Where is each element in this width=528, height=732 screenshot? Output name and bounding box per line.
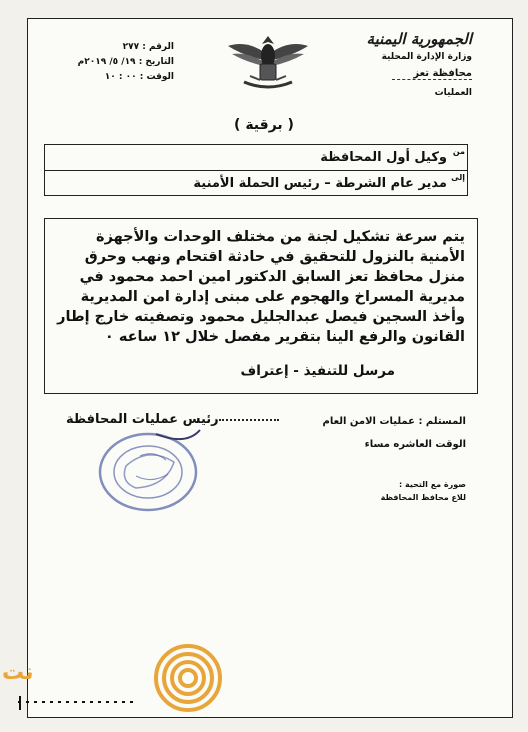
copy-heading: صورة مع التحية : (399, 480, 466, 489)
signature-title-text: رئيس عمليات المحافظة (66, 412, 219, 427)
to-label: إلى (451, 173, 465, 182)
copy-item: للاع محافظ المحافظة (380, 493, 466, 502)
received-by: المستلم : عمليات الامن العام (322, 416, 466, 427)
to-value: مدير عام الشرطة – رئيس الحملة الأمنية (193, 176, 447, 191)
signature-dotted-line (219, 419, 279, 421)
watermark-dots-icon (18, 690, 138, 714)
recipient-block (323, 416, 466, 462)
document-date: التاريخ : ١٩/ ٥/ ٢٠١٩م (77, 57, 174, 67)
header-issuer (332, 30, 472, 98)
from-row (45, 145, 467, 171)
copy-to-block (381, 480, 466, 506)
received-time: الوقت العاشره مساء (364, 439, 466, 450)
message-body: يتم سرعة تشكيل لجنة من مختلف الوحدات والأجهزة الأمنية بالنزول للتحقيق في حادثة اقتحام ونهب وحرق منزل محافظ تعز السابق الدكتور امين احمد محمود في مديرية المسراخ والهجوم على مبنى إدارة امن المديرية وأخذ السجين فيصل عبدالجليل محمود وتصفيته خارج إطار القانون والرفع الينا بتقرير مفصل خلال ١٢ ساعه ٠ (57, 229, 465, 345)
from-label: من (452, 147, 465, 156)
document-time: الوقت : ٠٠ : ١٠ (104, 72, 174, 82)
from-value: وكيل أول المحافظة (320, 150, 447, 165)
department-name: العمليات (434, 88, 472, 98)
official-stamp-icon (96, 426, 208, 514)
watermark-spiral-icon (152, 642, 224, 714)
reference-number: الرقم : ٢٧٧ (122, 42, 174, 52)
signature-title (66, 412, 283, 427)
eagle-emblem-icon (224, 30, 312, 94)
governorate-name: محافظة تعز (413, 68, 472, 79)
document-title: ( برقية ) (234, 117, 294, 133)
divider (392, 79, 472, 80)
address-box (44, 144, 468, 196)
header-reference (64, 42, 174, 87)
country-name: الجمهورية اليمنية (366, 30, 472, 48)
message-box (44, 218, 478, 394)
to-row (45, 171, 467, 196)
sent-note: مرسل للتنفيذ - إعتراف (240, 363, 395, 379)
ministry-name: وزارة الإدارة المحلية (381, 52, 472, 62)
watermark-text: نت (2, 660, 34, 685)
